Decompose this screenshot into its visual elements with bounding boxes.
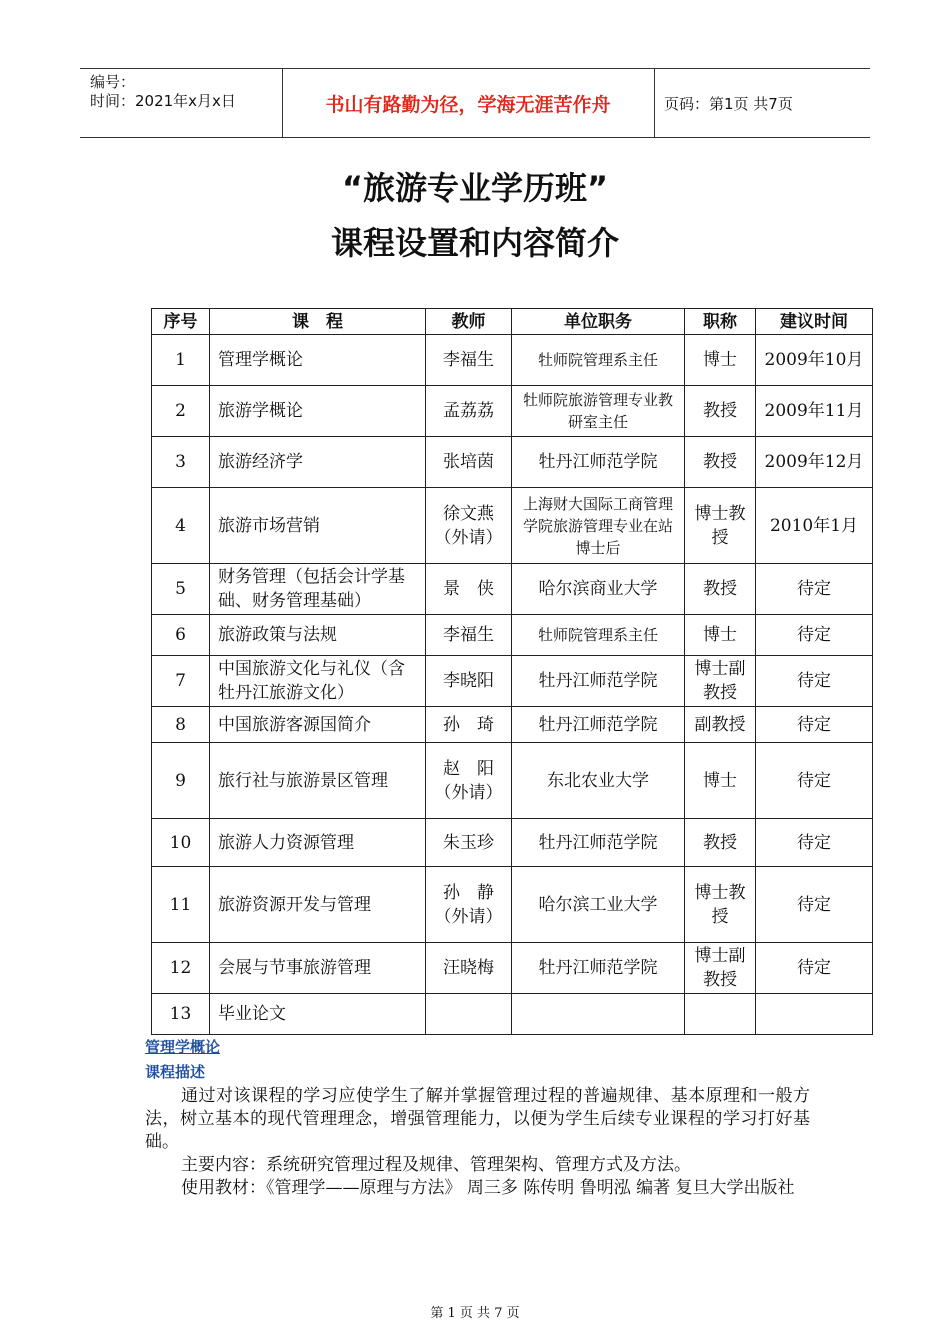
cell-course: 旅游政策与法规 (210, 615, 426, 656)
cell-no: 2 (152, 386, 210, 437)
cell-course: 管理学概论 (210, 335, 426, 386)
cell-rank: 教授 (685, 564, 756, 615)
cell-no: 9 (152, 743, 210, 819)
table-row (152, 335, 873, 386)
cell-unit: 哈尔滨工业大学 (512, 867, 685, 943)
cell-rank: 教授 (685, 819, 756, 867)
document-header (80, 68, 870, 138)
cell-no: 13 (152, 994, 210, 1035)
cell-course: 旅游经济学 (210, 437, 426, 488)
cell-no: 7 (152, 656, 210, 707)
cell-time (756, 994, 873, 1035)
cell-rank: 博士教授 (685, 867, 756, 943)
cell-time: 2009年12月 (756, 437, 873, 488)
cell-unit: 牡师院管理系主任 (512, 335, 685, 386)
cell-unit: 东北农业大学 (512, 743, 685, 819)
time-label: 时间：2021年x月x日 (90, 92, 236, 110)
cell-teacher: 赵 阳（外请） (426, 743, 512, 819)
cell-rank: 教授 (685, 386, 756, 437)
code-label: 编号： (90, 73, 136, 91)
cell-course: 中国旅游文化与礼仪（含牡丹江旅游文化） (210, 656, 426, 707)
cell-teacher: 李晓阳 (426, 656, 512, 707)
motto-text: 书山有路勤为径，学海无涯苦作舟 (325, 93, 611, 116)
textbook-paragraph: 使用教材：《管理学——原理与方法》 周三多 陈传明 鲁明泓 编著 复旦大学出版社 (181, 1178, 795, 1198)
cell-unit: 牡丹江师范学院 (512, 943, 685, 994)
cell-teacher: 徐文燕（外请） (426, 488, 512, 564)
table-row (152, 615, 873, 656)
header-page-cell (654, 69, 870, 137)
table-row (152, 707, 873, 743)
table-row (152, 386, 873, 437)
cell-rank: 博士 (685, 615, 756, 656)
cell-time: 待定 (756, 743, 873, 819)
cell-unit: 上海财大国际工商管理学院旅游管理专业在站博士后 (512, 488, 685, 564)
cell-time: 待定 (756, 867, 873, 943)
table-row (152, 564, 873, 615)
cell-teacher: 李福生 (426, 615, 512, 656)
cell-unit: 牡师院旅游管理专业教研室主任 (512, 386, 685, 437)
cell-rank (685, 994, 756, 1035)
cell-no: 5 (152, 564, 210, 615)
title-line-1: “旅游专业学历班” (341, 169, 609, 207)
cell-course: 旅游资源开发与管理 (210, 867, 426, 943)
header-motto-cell (282, 69, 655, 137)
cell-teacher: 张培茵 (426, 437, 512, 488)
cell-no: 11 (152, 867, 210, 943)
cell-course: 旅游市场营销 (210, 488, 426, 564)
page-info: 页码：第1页 共7页 (664, 94, 793, 113)
cell-time: 待定 (756, 943, 873, 994)
description-paragraph: 通过对该课程的学习应使学生了解并掌握管理过程的普遍规律、基本原理和一般方法，树立基本的现代管理理念，增强管理能力，以便为学生后续专业课程的学习打好基础。 (145, 1086, 810, 1152)
table-row (152, 867, 873, 943)
table-row (152, 488, 873, 564)
table-header-row (152, 309, 873, 335)
cell-course: 旅行社与旅游景区管理 (210, 743, 426, 819)
table-row (152, 943, 873, 994)
table-row (152, 656, 873, 707)
page-footer: 第 1 页 共 7 页 (430, 1306, 520, 1321)
table-row (152, 819, 873, 867)
cell-teacher: 李福生 (426, 335, 512, 386)
cell-teacher: 景 侠 (426, 564, 512, 615)
cell-no: 8 (152, 707, 210, 743)
cell-no: 10 (152, 819, 210, 867)
cell-time: 待定 (756, 656, 873, 707)
cell-course: 旅游人力资源管理 (210, 819, 426, 867)
cell-unit: 牡丹江师范学院 (512, 656, 685, 707)
cell-unit: 牡丹江师范学院 (512, 707, 685, 743)
header-meta-cell (80, 69, 283, 137)
cell-time: 2009年11月 (756, 386, 873, 437)
cell-unit: 牡丹江师范学院 (512, 437, 685, 488)
cell-unit: 牡师院管理系主任 (512, 615, 685, 656)
cell-rank: 博士副教授 (685, 656, 756, 707)
table-row (152, 437, 873, 488)
cell-no: 4 (152, 488, 210, 564)
content-paragraph: 主要内容：系统研究管理过程及规律、管理架构、管理方式及方法。 (181, 1155, 691, 1175)
cell-rank: 博士 (685, 335, 756, 386)
cell-unit: 牡丹江师范学院 (512, 819, 685, 867)
course-link[interactable]: 管理学概论 (145, 1038, 221, 1056)
cell-teacher: 朱玉珍 (426, 819, 512, 867)
table-row (152, 743, 873, 819)
cell-course: 会展与节事旅游管理 (210, 943, 426, 994)
col-header-unit: 单位职务 (512, 309, 685, 335)
cell-teacher (426, 994, 512, 1035)
table-row (152, 994, 873, 1035)
cell-unit: 哈尔滨商业大学 (512, 564, 685, 615)
col-header-rank: 职称 (685, 309, 756, 335)
cell-course: 毕业论文 (210, 994, 426, 1035)
cell-time: 2009年10月 (756, 335, 873, 386)
col-header-course: 课 程 (210, 309, 426, 335)
cell-time: 待定 (756, 819, 873, 867)
cell-rank: 教授 (685, 437, 756, 488)
cell-teacher: 孙 琦 (426, 707, 512, 743)
cell-rank: 博士教授 (685, 488, 756, 564)
col-header-time: 建议时间 (756, 309, 873, 335)
cell-rank: 博士 (685, 743, 756, 819)
course-table (151, 308, 873, 1035)
cell-teacher: 孙 静（外请） (426, 867, 512, 943)
cell-time: 待定 (756, 615, 873, 656)
cell-course: 中国旅游客源国简介 (210, 707, 426, 743)
cell-no: 6 (152, 615, 210, 656)
cell-unit (512, 994, 685, 1035)
cell-course: 财务管理（包括会计学基础、财务管理基础） (210, 564, 426, 615)
cell-rank: 副教授 (685, 707, 756, 743)
cell-time: 待定 (756, 564, 873, 615)
col-header-no: 序号 (152, 309, 210, 335)
title-line-2: 课程设置和内容简介 (330, 224, 619, 262)
col-header-teacher: 教师 (426, 309, 512, 335)
cell-teacher: 孟荔荔 (426, 386, 512, 437)
cell-teacher: 汪晓梅 (426, 943, 512, 994)
cell-time: 待定 (756, 707, 873, 743)
cell-course: 旅游学概论 (210, 386, 426, 437)
cell-no: 1 (152, 335, 210, 386)
cell-rank: 博士副教授 (685, 943, 756, 994)
cell-no: 12 (152, 943, 210, 994)
cell-no: 3 (152, 437, 210, 488)
section-title: 课程描述 (145, 1063, 206, 1081)
cell-time: 2010年1月 (756, 488, 873, 564)
